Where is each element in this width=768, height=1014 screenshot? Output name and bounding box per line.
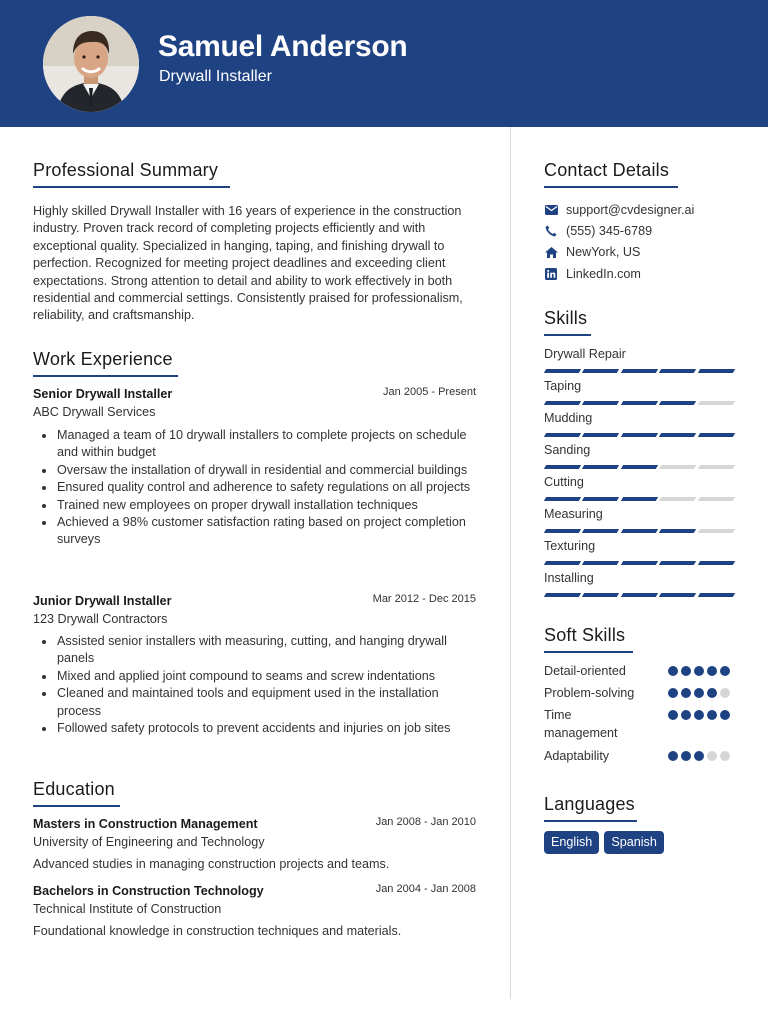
linkedin-text: LinkedIn.com: [566, 267, 641, 281]
rating-dot: [668, 688, 678, 698]
skill-bar: [545, 401, 734, 405]
job-title: Junior Drywall Installer: [33, 594, 172, 608]
list-item: Mixed and applied joint compound to seams and screw indentations: [40, 668, 476, 685]
summary-heading: Professional Summary: [33, 160, 219, 180]
contact-location: [544, 245, 640, 259]
summary-heading-rule: [33, 186, 230, 188]
contact-heading-rule: [544, 186, 678, 188]
soft-skill-rating: [668, 666, 730, 676]
skill-bar: [545, 433, 734, 437]
list-item: Cleaned and maintained tools and equipment used in the installation process: [40, 685, 476, 720]
skill-label: Mudding: [544, 411, 593, 425]
candidate-name: Samuel Anderson: [158, 30, 408, 63]
education-degree: Masters in Construction Management: [33, 817, 258, 831]
education-description: Advanced studies in managing construction projects and teams.: [33, 857, 390, 871]
rating-dot: [681, 710, 691, 720]
skill-bar: [545, 529, 734, 533]
skill-bar: [545, 561, 734, 565]
rating-dot: [694, 751, 704, 761]
skill-bar: [545, 465, 734, 469]
skill-bar-segment: [697, 529, 735, 533]
portrait-photo: [43, 16, 139, 112]
list-item: Assisted senior installers with measuring, cutting, and hanging drywall panels: [40, 633, 476, 668]
skill-bar-segment: [544, 369, 582, 373]
list-item: Trained new employees on proper drywall installation techniques: [40, 497, 476, 514]
job-dates: Jan 2005 - Present: [383, 386, 476, 398]
language-badges: [544, 831, 664, 854]
rating-dot: [668, 751, 678, 761]
skill-bar-segment: [659, 401, 697, 405]
languages-heading: Languages: [544, 794, 635, 814]
skill-bar-segment: [582, 593, 620, 597]
skill-label: Cutting: [544, 475, 584, 489]
skill-bar-segment: [544, 529, 582, 533]
skill-label: Taping: [544, 379, 582, 393]
skill-bar-segment: [659, 433, 697, 437]
linkedin-icon: [544, 267, 558, 281]
experience-heading: Work Experience: [33, 349, 173, 369]
rating-dot: [720, 688, 730, 698]
list-item: Ensured quality control and adherence to safety regulations on all projects: [40, 479, 476, 496]
contact-linkedin[interactable]: [544, 267, 641, 281]
education-degree: Bachelors in Construction Technology: [33, 884, 264, 898]
soft-skill-label: Adaptability: [544, 749, 610, 763]
soft-skill-label: Detail-oriented: [544, 664, 626, 678]
rating-dot: [668, 710, 678, 720]
language-badge: Spanish: [604, 831, 664, 854]
candidate-role: Drywall Installer: [159, 68, 272, 85]
contact-heading: Contact Details: [544, 160, 670, 180]
skill-bar-segment: [582, 561, 620, 565]
skill-bar-segment: [544, 401, 582, 405]
skill-bar-segment: [659, 593, 697, 597]
skill-bar-segment: [544, 433, 582, 437]
education-dates: Jan 2004 - Jan 2008: [375, 883, 476, 895]
soft-skills-heading-rule: [544, 651, 633, 653]
rating-dot: [720, 751, 730, 761]
skill-bar-segment: [621, 529, 659, 533]
header-banner: [0, 0, 768, 127]
skill-bar-segment: [697, 561, 735, 565]
phone-text: (555) 345-6789: [566, 224, 653, 238]
skill-bar-segment: [544, 497, 582, 501]
location-text: NewYork, US: [566, 245, 641, 259]
skill-bar-segment: [659, 465, 697, 469]
skill-bar-segment: [697, 497, 735, 501]
skill-bar-segment: [582, 465, 620, 469]
education-dates: Jan 2008 - Jan 2010: [375, 816, 476, 828]
rating-dot: [707, 751, 717, 761]
list-item: Managed a team of 10 drywall installers to complete projects on schedule and within budget: [40, 427, 476, 462]
rating-dot: [681, 688, 691, 698]
soft-skill-label: Time management: [544, 708, 618, 740]
skill-bar-segment: [659, 369, 697, 373]
skill-bar-segment: [621, 561, 659, 565]
education-description: Foundational knowledge in construction techniques and materials.: [33, 924, 402, 938]
skill-bar-segment: [697, 401, 735, 405]
languages-heading-rule: [544, 820, 637, 822]
soft-skill-rating: [668, 688, 730, 698]
soft-skill-rating: [668, 710, 730, 720]
education-heading: Education: [33, 779, 115, 799]
skill-bar-segment: [582, 401, 620, 405]
education-school: University of Engineering and Technology: [33, 835, 265, 849]
phone-icon: [544, 224, 558, 238]
job-dates: Mar 2012 - Dec 2015: [372, 593, 476, 605]
job-bullets: [40, 633, 476, 737]
education-heading-rule: [33, 805, 120, 807]
skill-bar: [545, 497, 734, 501]
skill-bar-segment: [659, 497, 697, 501]
skills-heading-rule: [544, 334, 591, 336]
skill-bar-segment: [697, 433, 735, 437]
summary-text: Highly skilled Drywall Installer with 16 years of experience in the construction industry. Proven track record of completing projects efficiently and with exceptional quality. Specialized in hanging, taping, and finishing drywall to perfection. Recognized for meeting project deadlines and exceeding client expectations. Strong attention to detail and ability to work effectively in both residential and commercial settings. Consistently praised for professionalism, reliability, and craftsmanship.: [33, 204, 463, 323]
skill-label: Sanding: [544, 443, 591, 457]
list-item: Followed safety protocols to prevent accidents and injuries on job sites: [40, 720, 476, 737]
home-icon: [544, 245, 558, 259]
column-divider: [510, 127, 511, 999]
language-badge: English: [544, 831, 599, 854]
skill-bar-segment: [544, 561, 582, 565]
skill-bar-segment: [697, 369, 735, 373]
skill-bar-segment: [621, 593, 659, 597]
skill-bar-segment: [659, 529, 697, 533]
skill-bar-segment: [544, 465, 582, 469]
job-company: 123 Drywall Contractors: [33, 612, 168, 626]
skill-bar-segment: [621, 433, 659, 437]
education-school: Technical Institute of Construction: [33, 902, 222, 916]
envelope-icon: [544, 203, 558, 217]
skills-heading: Skills: [544, 308, 588, 328]
list-item: Oversaw the installation of drywall in residential and commercial buildings: [40, 462, 476, 479]
list-item: Achieved a 98% customer satisfaction rating based on project completion surveys: [40, 514, 476, 549]
skill-bar-segment: [621, 497, 659, 501]
rating-dot: [694, 666, 704, 676]
contact-email[interactable]: [544, 203, 694, 217]
email-text: support@cvdesigner.ai: [566, 203, 695, 217]
skill-bar-segment: [697, 465, 735, 469]
experience-heading-rule: [33, 375, 178, 377]
job-company: ABC Drywall Services: [33, 405, 156, 419]
skill-label: Texturing: [544, 539, 596, 553]
rating-dot: [720, 710, 730, 720]
rating-dot: [668, 666, 678, 676]
soft-skills-heading: Soft Skills: [544, 625, 626, 645]
contact-phone[interactable]: [544, 224, 652, 238]
avatar: [43, 16, 139, 112]
rating-dot: [681, 666, 691, 676]
skill-bar-segment: [659, 561, 697, 565]
job-title: Senior Drywall Installer: [33, 387, 173, 401]
skill-label: Drywall Repair: [544, 347, 626, 361]
skill-bar-segment: [621, 465, 659, 469]
skill-bar-segment: [621, 369, 659, 373]
rating-dot: [694, 710, 704, 720]
rating-dot: [681, 751, 691, 761]
soft-skill-rating: [668, 751, 730, 761]
skill-bar-segment: [582, 497, 620, 501]
rating-dot: [694, 688, 704, 698]
skill-bar-segment: [582, 369, 620, 373]
skill-bar-segment: [697, 593, 735, 597]
soft-skill-label: Problem-solving: [544, 686, 635, 700]
rating-dot: [720, 666, 730, 676]
skill-bar-segment: [582, 529, 620, 533]
rating-dot: [707, 710, 717, 720]
rating-dot: [707, 666, 717, 676]
skill-label: Installing: [544, 571, 594, 585]
rating-dot: [707, 688, 717, 698]
skill-label: Measuring: [544, 507, 603, 521]
skill-bar-segment: [582, 433, 620, 437]
skill-bar: [545, 369, 734, 373]
job-bullets: [40, 427, 476, 549]
skill-bar: [545, 593, 734, 597]
skill-bar-segment: [544, 593, 582, 597]
skill-bar-segment: [621, 401, 659, 405]
